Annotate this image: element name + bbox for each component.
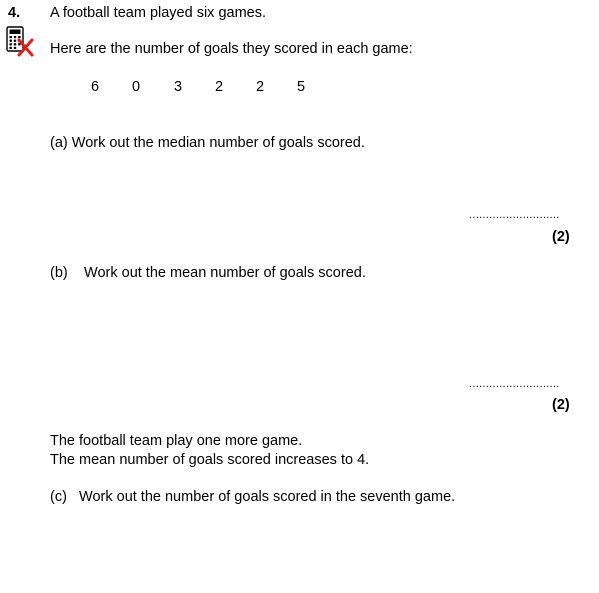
part-b-text: Work out the mean number of goals scored. (84, 265, 366, 281)
part-b-marks: (2) (552, 397, 570, 413)
goal-value: 2 (215, 79, 224, 95)
part-a-label: (a) (50, 135, 68, 151)
goal-value: 2 (256, 79, 265, 95)
extra-info-line-2: The mean number of goals scored increases to 4. (50, 452, 370, 468)
intro-line-1: A football team played six games. (50, 5, 267, 21)
extra-info-line-1: The football team play one more game. (50, 433, 303, 449)
part-c-question (50, 489, 455, 505)
part-a-text: Work out the median number of goals scored. (71, 135, 365, 151)
part-a-marks: (2) (552, 229, 570, 245)
part-a-question (50, 135, 365, 151)
goal-value: 6 (91, 79, 100, 95)
calculator-not-allowed-icon (5, 26, 37, 58)
part-b-answer-line[interactable]: ........................... (469, 378, 560, 390)
question-number: 4. (8, 5, 21, 21)
goal-value: 3 (174, 79, 183, 95)
part-b-question (50, 265, 366, 281)
calculator-icon (5, 26, 37, 58)
part-b-label: (b) (50, 265, 68, 281)
part-c-label: (c) (50, 489, 67, 505)
part-c-text: Work out the number of goals scored in the seventh game. (79, 489, 456, 505)
goal-value: 5 (297, 79, 306, 95)
intro-line-2: Here are the number of goals they scored in each game: (50, 41, 413, 57)
goal-value: 0 (132, 79, 141, 95)
part-a-answer-line[interactable]: ........................... (469, 209, 560, 221)
